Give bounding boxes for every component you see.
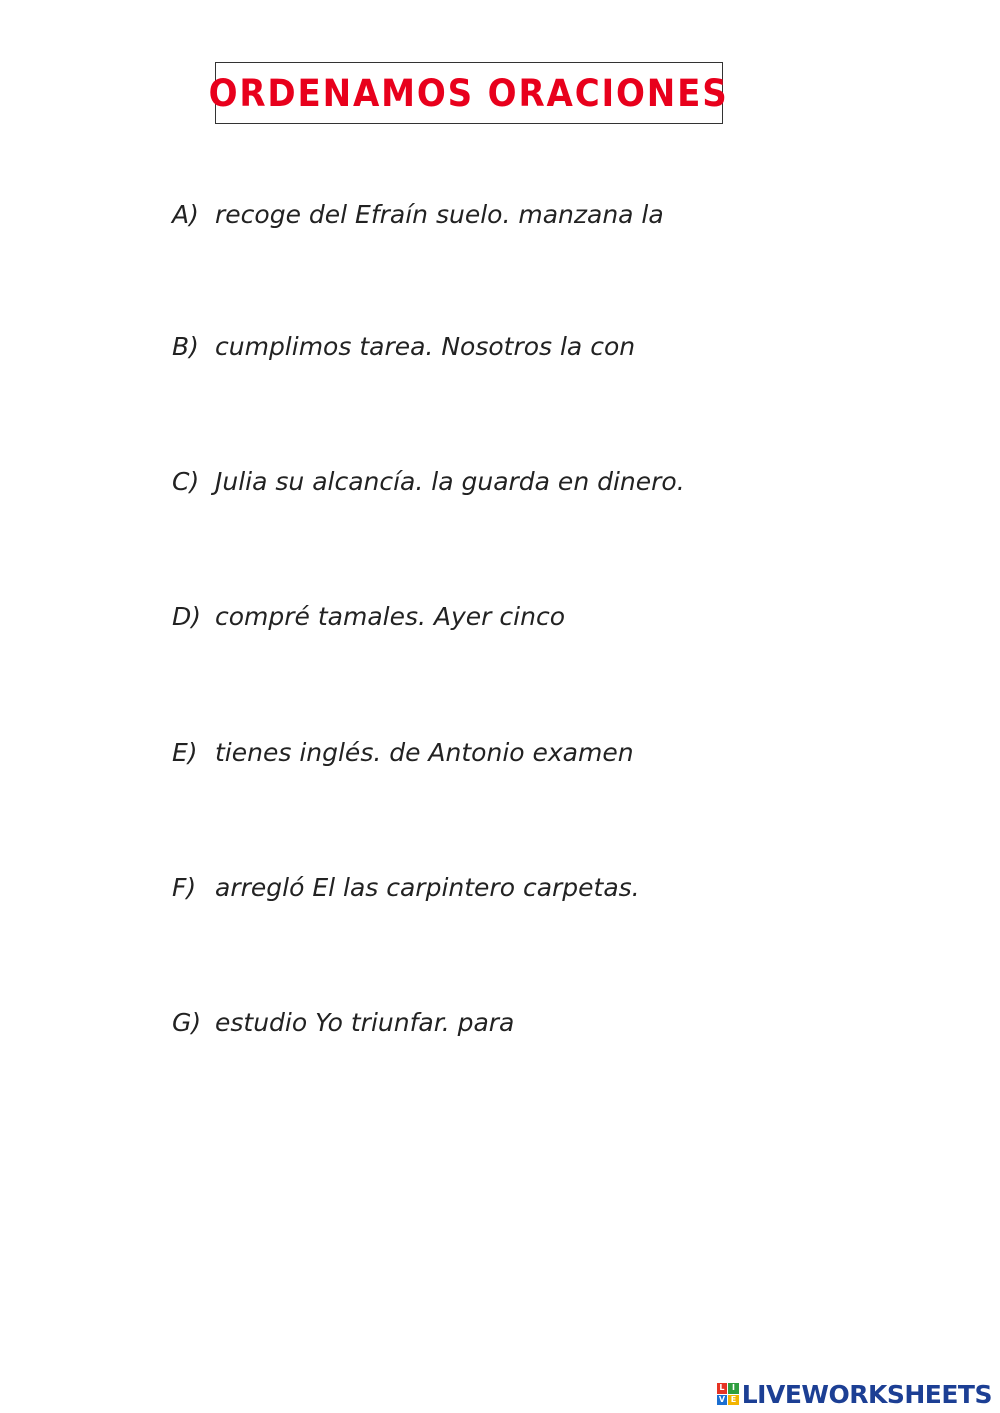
sentence-text: cumplimos tarea. Nosotros la con [215, 332, 636, 361]
logo-letter-e: E [728, 1395, 739, 1406]
sentence-letter: D) [172, 602, 202, 631]
sentence-item-c [172, 467, 685, 496]
logo-letter-l: L [717, 1383, 728, 1394]
sentence-text: Julia su alcancía. la guarda en dinero. [215, 467, 685, 496]
sentence-text: recoge del Efraín suelo. manzana la [215, 200, 664, 229]
sentence-item-f [172, 873, 640, 902]
sentence-letter: A) [172, 200, 199, 229]
brand-name: LIVEWORKSHEETS [741, 1379, 992, 1409]
page-title: ORDENAMOS ORACIONES [209, 71, 729, 115]
sentence-letter: E) [172, 738, 198, 767]
sentence-item-e [172, 738, 634, 767]
sentence-item-d [172, 602, 565, 631]
sentence-text: compré tamales. Ayer cinco [215, 602, 565, 631]
title-box [209, 62, 729, 124]
sentence-item-a [172, 200, 664, 229]
sentence-item-g [172, 1008, 514, 1037]
logo-letter-i: I [728, 1383, 739, 1394]
sentence-letter: B) [172, 332, 199, 361]
sentence-item-b [172, 332, 635, 361]
sentence-text: arregló El las carpintero carpetas. [215, 873, 640, 902]
logo-letter-v: V [717, 1395, 728, 1406]
sentence-letter: C) [172, 467, 200, 496]
sentence-text: estudio Yo triunfar. para [215, 1008, 515, 1037]
sentence-letter: F) [172, 873, 197, 902]
sentence-letter: G) [172, 1008, 202, 1037]
liveworksheets-logo-icon [717, 1383, 739, 1405]
brand-watermark [717, 1381, 992, 1407]
sentence-text: tienes inglés. de Antonio examen [215, 738, 634, 767]
